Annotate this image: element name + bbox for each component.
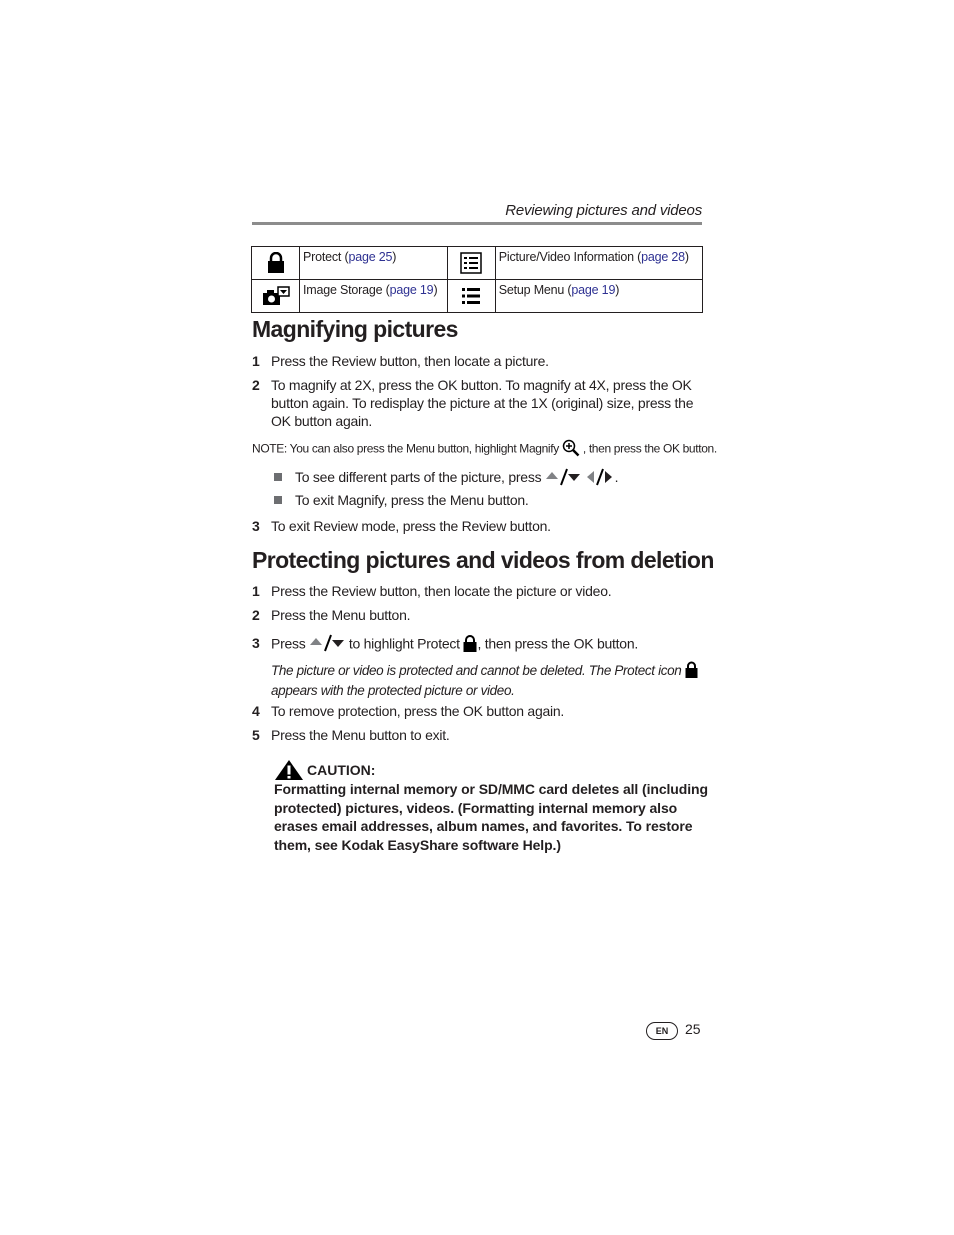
- lock-icon: [252, 247, 300, 280]
- result-post: appears with the protected picture or video.: [271, 683, 515, 698]
- page-link[interactable]: page 28: [641, 250, 685, 264]
- language-badge: EN: [646, 1022, 678, 1040]
- cell-suffix: ): [684, 250, 689, 264]
- page-number: 25: [685, 1021, 701, 1037]
- bullet-square: [274, 473, 282, 481]
- cell-label: Image Storage (: [303, 283, 390, 297]
- step-number: 1: [252, 583, 260, 599]
- step-text: To magnify at 2X, press the OK button. To magnify at 4X, press the OK button again. To redisplay the picture at the 1X (original) size, press the OK button again.: [271, 377, 694, 429]
- section-heading-protect: Protecting pictures and videos from deletion: [252, 547, 714, 573]
- cell-label: Protect (: [303, 250, 349, 264]
- list-item: [252, 352, 702, 370]
- list-item: [252, 582, 702, 600]
- table-cell-setup: [495, 280, 702, 313]
- step-text: [271, 634, 702, 656]
- cell-label: Setup Menu (: [498, 283, 572, 297]
- step-text: Press the Review button, then locate a picture.: [271, 353, 549, 369]
- page-link[interactable]: page 19: [389, 283, 434, 297]
- up-down-arrows-icon: [545, 468, 581, 489]
- list-item: [252, 517, 702, 535]
- list-item: [252, 376, 702, 430]
- step-number: 4: [252, 703, 260, 719]
- lock-icon: [685, 661, 698, 682]
- step-text: Press the Menu button to exit.: [271, 727, 450, 743]
- table-cell-protect: [300, 247, 448, 280]
- page-link[interactable]: page 25: [348, 250, 393, 264]
- step-text: Press the Menu button.: [271, 607, 411, 623]
- left-right-arrows-icon: [585, 468, 615, 489]
- result-pre: The picture or video is protected and cannot be deleted. The Protect icon: [271, 663, 682, 679]
- step-post: , then press the OK button.: [477, 635, 639, 652]
- step-text: To exit Review mode, press the Review button.: [271, 518, 551, 534]
- section-heading-magnify: Magnifying pictures: [252, 316, 458, 342]
- step-pre: Press: [271, 635, 306, 652]
- caution-label: CAUTION:: [307, 762, 376, 779]
- table-row: [252, 247, 703, 280]
- result-text: [271, 661, 701, 699]
- list-item: [274, 468, 618, 489]
- caution-text: Formatting internal memory or SD/MMC card deletes all (including protected) pictures, videos. (Formatting internal memory also erases email addresses, album names, and favorites. To restore them, see Kodak EasyShare software Help.): [274, 781, 708, 853]
- list-item: [274, 492, 529, 508]
- bullet-end: .: [614, 469, 619, 486]
- step-text: To remove protection, press the OK button again.: [271, 703, 565, 719]
- setup-list-icon: [447, 280, 495, 313]
- cell-suffix: ): [433, 283, 438, 297]
- info-list-icon: [447, 247, 495, 280]
- step-number: 1: [252, 353, 260, 369]
- running-header: Reviewing pictures and videos: [505, 202, 702, 219]
- bullet-text: To exit Magnify, press the Menu button.: [295, 492, 529, 508]
- note-text: [252, 439, 717, 460]
- table-row: [252, 280, 703, 313]
- note-prefix: NOTE: You can also press the Menu button, highlight Magnify: [252, 441, 559, 456]
- step-number: 3: [252, 635, 260, 651]
- menu-icon-table: [251, 246, 703, 313]
- note-suffix: , then press the OK button.: [582, 441, 717, 456]
- up-down-arrows-icon: [309, 634, 345, 656]
- step-number: 2: [252, 377, 260, 393]
- table-cell-storage: [300, 280, 448, 313]
- list-item: [252, 606, 702, 624]
- page-link[interactable]: page 19: [571, 283, 616, 297]
- list-item: [252, 726, 702, 744]
- cell-suffix: ): [392, 250, 397, 264]
- step-number: 5: [252, 727, 260, 743]
- list-item: [252, 634, 702, 656]
- table-cell-info: [495, 247, 702, 280]
- header-rule: [252, 222, 702, 225]
- bullet-square: [274, 496, 282, 504]
- magnify-icon: [562, 439, 580, 460]
- step-text: Press the Review button, then locate the picture or video.: [271, 583, 612, 599]
- list-item: [252, 702, 702, 720]
- step-number: 3: [252, 518, 260, 534]
- cell-suffix: ): [615, 283, 620, 297]
- step-number: 2: [252, 607, 260, 623]
- bullet-text: To see different parts of the picture, press: [295, 469, 542, 486]
- lock-icon: [463, 635, 477, 656]
- cell-label: Picture/Video Information (: [498, 250, 642, 264]
- step-mid: to highlight Protect: [348, 635, 460, 652]
- camera-storage-icon: [252, 280, 300, 313]
